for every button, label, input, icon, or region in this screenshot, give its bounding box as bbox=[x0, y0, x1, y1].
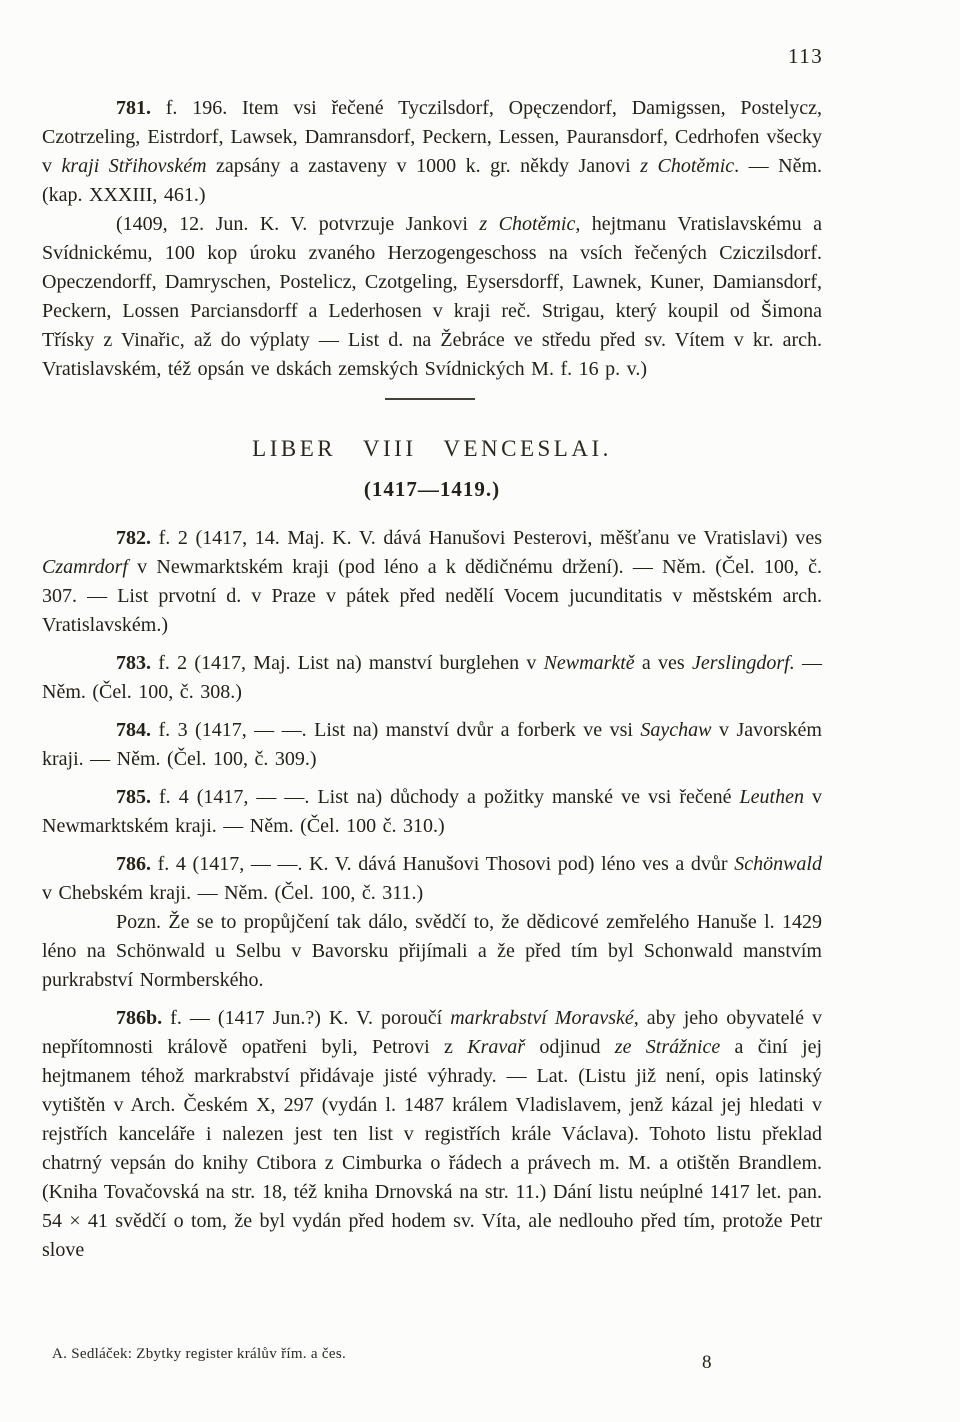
entry-786-note-paragraph: Pozn. Že se to propůjčení tak dálo, svědčí to, že dědicové zemřelého Hanuše l. 1429 léno na Schönwald u Selbu v Bavorsku přijímali a že před tím byl Schonwald manstvím purkrabství Normberského. bbox=[42, 911, 822, 991]
section-divider bbox=[385, 398, 475, 400]
entry-781-paragraph-2: (1409, 12. Jun. K. V. potvrzuje Jankovi z Chotěmic, hejtmanu Vratislavskému a Svídnickému, 100 kop úroku zvaného Herzogengeschoss na vsích řečených Cziczilsdorf. Opeczendorff, Damryschen, Postelicz, Czotgeling, Eysersdorff, Lawnek, Kuner, Damiansdorf, Peckern, Lossen Parciansdorff a Lederhosen v kraji reč. Strigau, který koupil od Šimona Třísky z Vinařic, až do výplaty — List d. na Žebráce ve středu před sv. Vítem v kr. arch. Vratislavském, též opsán ve dskách zemských Svídnických M. f. 16 p. v.) bbox=[42, 213, 822, 380]
entry-786b-paragraph: 786b. f. — (1417 Jun.?) K. V. poroučí markrabství Moravské, aby jeho obyvatelé v nepřítomnosti králově opatřeni byli, Petrovi z Kravař odjinud ze Strážnice a činí jej hejtmanem téhož markrabství přidávaje jisté výhrady. — Lat. (Listu již není, opis latinský vytištěn v Arch. Českém X, 297 (vydán l. 1487 králem Vladislavem, jenž kázal jej hledati v rejstřích kanceláře i nalezen jest ten list v registřích krále Václava). Tohoto listu překlad chatrný vepsán do knihy Ctibora z Cimburka o řádech a právech m. M. a otištěn Brandlem. (Kniha Tovačovská na str. 18, též kniha Drnovská na str. 11.) Dání listu neúplné 1417 let. pan. 54 × 41 svědčí o tom, že byl vydán před hodem sv. Víta, ale nedlouho před tím, protože Petr slove bbox=[42, 1007, 823, 1261]
sheet-signature: 8 bbox=[702, 1352, 712, 1373]
entry-781-paragraph-1: 781. f. 196. Item vsi řečené Tyczilsdorf, Opęczendorf, Damigssen, Postelycz, Czotrzeling, Eistrdorf, Lawsek, Damransdorf, Peckern, Lessen, Pauransdorf, Cedrhofen všecky v kraji Střihovském zapsány a zastaveny v 1000 k. gr. někdy Janovi z Chotěmic. — Něm. (kap. XXXIII, 461.) bbox=[42, 97, 823, 206]
entry-782-paragraph: 782. f. 2 (1417, 14. Maj. K. V. dává Hanušovi Pesterovi, měšťanu ve Vratislavi) ves Czamrdorf v Newmarktském kraji (pod léno a k dědičnému držení). — Něm. (Čel. 100, č. 307. — List prvotní d. v Praze v pátek před nedělí Vocem jucunditatis v městském arch. Vratislavském.) bbox=[42, 527, 822, 636]
entry-786-paragraph: 786. f. 4 (1417, — —. K. V. dává Hanušovi Thosovi pod) léno ves a dvůr Schönwald v Chebském kraji. — Něm. (Čel. 100, č. 311.) bbox=[42, 853, 822, 904]
entry-784-paragraph: 784. f. 3 (1417, — —. List na) manství dvůr a forberk ve vsi Saychaw v Javorském kraji. — Něm. (Čel. 100, č. 309.) bbox=[42, 719, 822, 770]
page-number: 113 bbox=[788, 44, 824, 68]
entry-785-paragraph: 785. f. 4 (1417, — —. List na) důchody a požitky manské ve vsi řečené Leuthen v Newmarktském kraji. — Něm. (Čel. 100 č. 310.) bbox=[42, 786, 822, 837]
section-title: LIBER VIII VENCESLAI. bbox=[252, 436, 612, 461]
entry-783-paragraph: 783. f. 2 (1417, Maj. List na) manství burglehen v Newmarktě a ves Jerslingdorf. — Něm. (Čel. 100, č. 308.) bbox=[42, 652, 822, 703]
footer-citation: A. Sedláček: Zbytky register králův řím. a čes. bbox=[52, 1346, 347, 1362]
section-subtitle: (1417—1419.) bbox=[363, 477, 501, 501]
text-block bbox=[42, 94, 822, 1265]
page-footer bbox=[0, 1344, 960, 1384]
